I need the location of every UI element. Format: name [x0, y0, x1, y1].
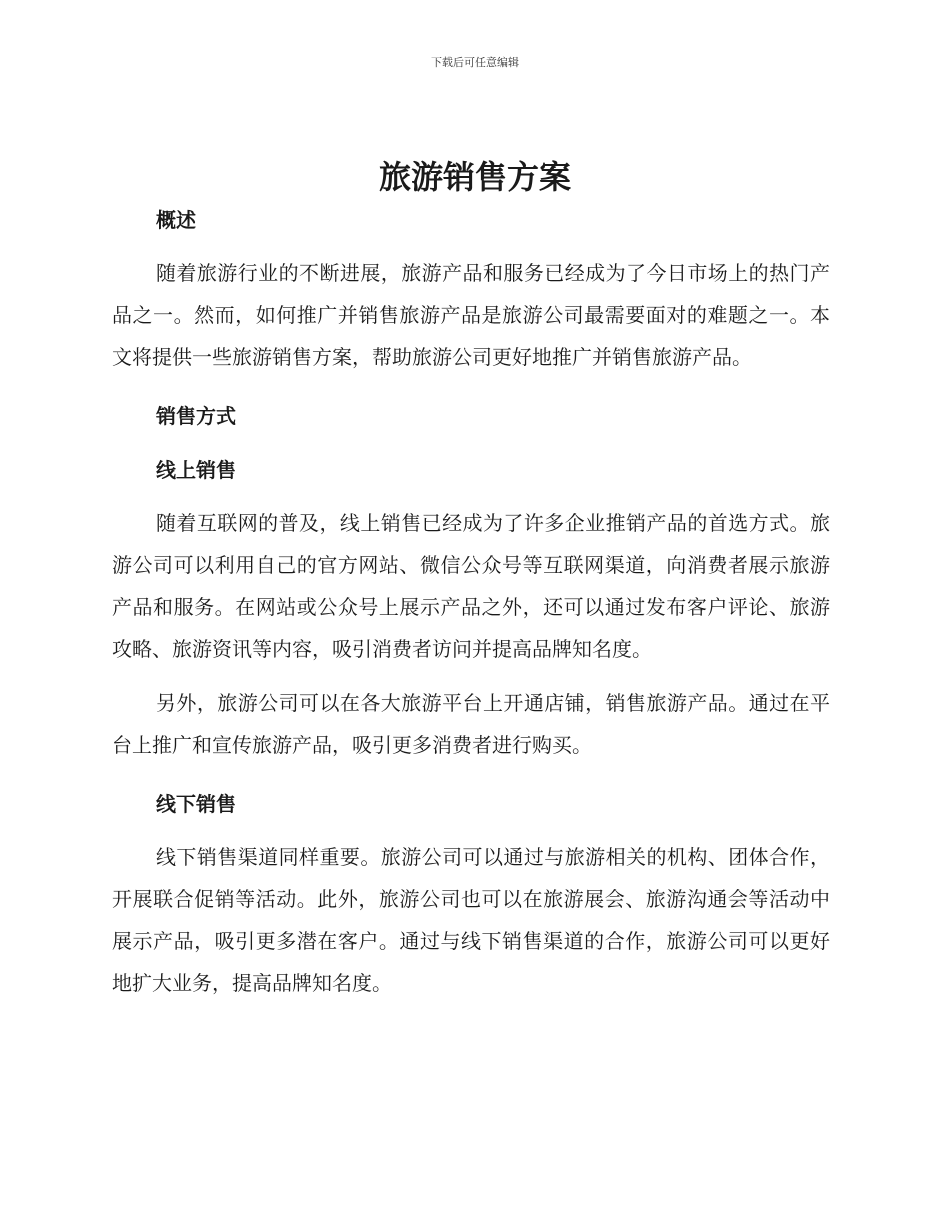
overview-paragraph: 随着旅游行业的不断进展，旅游产品和服务已经成为了今日市场上的热门产品之一。然而，如何推广并销售旅游产品是旅游公司最需要面对的难题之一。本文将提供一些旅游销售方案，帮助旅游公司更好地推广并销售旅游产品。	[112, 261, 830, 369]
header-note: 下载后可任意编辑	[431, 56, 519, 69]
section-heading-overview: 概述	[156, 208, 196, 232]
section-heading-offline: 线下销售	[156, 792, 236, 816]
section-heading-online: 线上销售	[156, 458, 236, 482]
offline-paragraph: 线下销售渠道同样重要。旅游公司可以通过与旅游相关的机构、团体合作，开展联合促销等活动。此外，旅游公司也可以在旅游展会、旅游沟通会等活动中展示产品，吸引更多潜在客户。通过与线下销售渠道的合作，旅游公司可以更好地扩大业务，提高品牌知名度。	[112, 845, 830, 995]
section-heading-sales-methods: 销售方式	[156, 404, 236, 428]
online-paragraph-2: 另外，旅游公司可以在各大旅游平台上开通店铺，销售旅游产品。通过在平台上推广和宣传旅游产品，吸引更多消费者进行购买。	[112, 691, 830, 757]
document-body	[112, 200, 830, 1004]
document-title: 旅游销售方案	[378, 158, 571, 196]
online-paragraph-1: 随着互联网的普及，线上销售已经成为了许多企业推销产品的首选方式。旅游公司可以利用自己的官方网站、微信公众号等互联网渠道，向消费者展示旅游产品和服务。在网站或公众号上展示产品之外，还可以通过发布客户评论、旅游攻略、旅游资讯等内容，吸引消费者访问并提高品牌知名度。	[112, 511, 830, 661]
